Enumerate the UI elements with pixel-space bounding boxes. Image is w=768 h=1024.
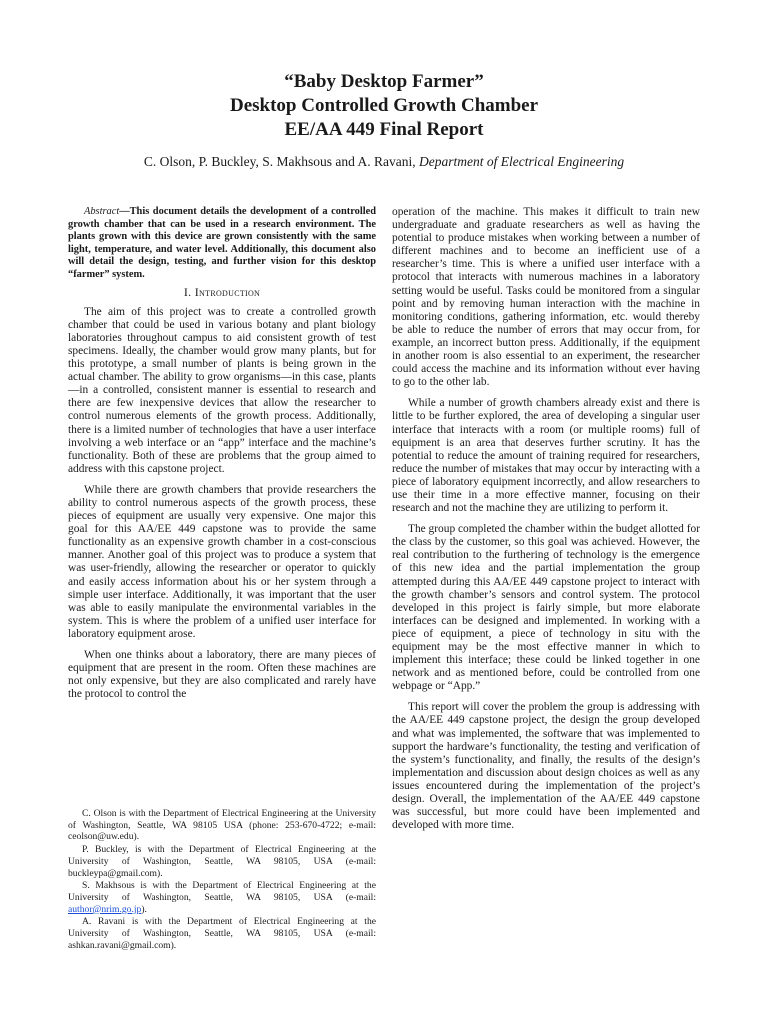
author-line: [0, 154, 768, 170]
author-department: Department of Electrical Engineering: [419, 154, 625, 169]
abstract-text: —This document details the development of a controlled growth chamber that can be used in a research environment. The plants grown with this device are grown consistently with the same light, temperature, and water level. Additionally, this document also will detail the design, testing, and further vision for this desktop “farmer” system.: [68, 206, 376, 280]
section-title: Introduction: [194, 284, 261, 299]
section-number: I.: [183, 284, 192, 299]
section-heading-introduction: [68, 286, 376, 299]
author-footnotes: [68, 808, 376, 952]
title-line-3: EE/AA 449 Final Report: [284, 119, 484, 140]
author-names: C. Olson, P. Buckley, S. Makhsous and A. Ravani,: [143, 154, 416, 169]
body-paragraph: The group completed the chamber within the budget allotted for the class by the customer, so this goal was achieved. However, the real contribution to the furthering of technology is the emergence of this new idea and the partial implementation the group attempted during this AA/EE 449 capstone project to interact with the growth chamber’s sensors and control system. The protocol developed in this project is fairly simple, but more elaborate interfaces can be designed and implemented. In working with a piece of equipment, a piece of technology in situ with the equipment may be the most effective manner in which to implement this interface; these could be linked together in one network and as mentioned before, could be controlled from one webpage or “App.”: [392, 523, 700, 693]
left-column: [68, 206, 376, 709]
footnote-olson: C. Olson is with the Department of Electrical Engineering at the University of Washington, Seattle, WA 98105 USA (phone: 253-670-4722; e-mail: ceolson@uw.edu).: [68, 808, 376, 843]
abstract: [68, 206, 376, 282]
title-line-1: “Baby Desktop Farmer”: [284, 71, 484, 92]
right-column: [392, 206, 700, 840]
body-paragraph: The aim of this project was to create a controlled growth chamber that could be used in various botany and plant biology laboratories throughout campus to aid consistent growth of test specimens. Ideally, the chamber would grow many plants, but for this prototype, a small number of plants is being grown in the actual chamber. The ability to grow organisms—in this case, plants—in a controlled, consistent manner is essential to research and there are few inexpensive devices that allow the researcher to control numerous elements of the growth process. Additionally, there is a limited number of technologies that have a user interface involving a web interface or an “app” interface and the machine’s functionality. Both of these are problems that the group aimed to address with this capstone project.: [68, 305, 376, 475]
footnote-buckley: P. Buckley, is with the Department of Electrical Engineering at the University of Washington, Seattle, WA 98105, USA (e-mail: buckleypa@gmail.com).: [68, 844, 376, 879]
footnote-ravani: A. Ravani is with the Department of Electrical Engineering at the University of Washington, Seattle, WA 98105, USA (e-mail: ashkan.ravani@gmail.com).: [68, 916, 376, 951]
email-link[interactable]: author@nrim.go.jp: [68, 903, 142, 915]
abstract-label: Abstract: [84, 206, 120, 217]
footnote-makhsous-close: ).: [141, 903, 147, 915]
footnote-makhsous: [68, 880, 376, 915]
body-paragraph: While there are growth chambers that provide researchers the ability to control numerous aspects of the growth process, these pieces of equipment are usually very expensive. One major this goal for this AA/EE 449 capstone was to provide the same functionality as an expensive growth chamber in a cost-conscious manner. Another goal of this project was to produce a system that was user-friendly, allowing the researcher or operator to quickly and easily access information about his or her system through a simple user interface. Additionally, it was important that the user was able to easily manipulate the environmental variables in the system. This is where the problem of a unified user interface for laboratory equipment arose.: [68, 483, 376, 640]
body-paragraph: operation of the machine. This makes it difficult to train new undergraduate and graduate researchers as well as having the potential to produce mistakes when working between a number of different machines and to become an inefficient use of a researcher’s time. This is where a unified user interface with a protocol that interacts with numerous machines in a laboratory setting would be useful. Tasks could be monitored from a singular point and by removing human interaction with the machine in monitoring conditions, gathering information, etc. would thereby be able to reduce the number of errors that may occur from, for example, an incorrect button press. Additionally, if the equipment in another room is also essential to an experiment, the researcher could access the machine and its information without ever having to go to the other lab.: [392, 206, 700, 389]
body-paragraph: This report will cover the problem the group is addressing with the AA/EE 449 capstone project, the design the group developed and what was implemented, the software that was implemented to support the hardware’s functionality, the testing and verification of the system’s functionality, and finally, the results of the design’s implementation and discussion about design choices as well as any issues encountered during the implementation of the project’s design. Overall, the implementation of the AA/EE 449 capstone was successful, but more could have been implemented and developed with more time.: [392, 701, 700, 832]
title-block: [0, 70, 768, 142]
title-line-2: Desktop Controlled Growth Chamber: [229, 95, 539, 116]
body-paragraph: While a number of growth chambers already exist and there is little to be further explored, the area of developing a singular user interface that interacts with a room (or multiple rooms) full of equipment is an area that deserves further scrutiny. It has the potential to reduce the amount of training required for researchers, reduce the number of mistakes that may occur by interacting with a piece of laboratory equipment incorrectly, and allow researchers to use their time in a more effective manner, focusing on their research and not the machine they are utilizing to perform it.: [392, 397, 700, 515]
body-paragraph: When one thinks about a laboratory, there are many pieces of equipment that are present in the room. Often these machines are not only expensive, but they are also complicated and rarely have the protocol to control the: [68, 649, 376, 701]
footnote-makhsous-text: S. Makhsous is with the Department of Electrical Engineering at the University of Washington, Seattle, WA 98105, USA (e-mail:: [68, 880, 376, 903]
